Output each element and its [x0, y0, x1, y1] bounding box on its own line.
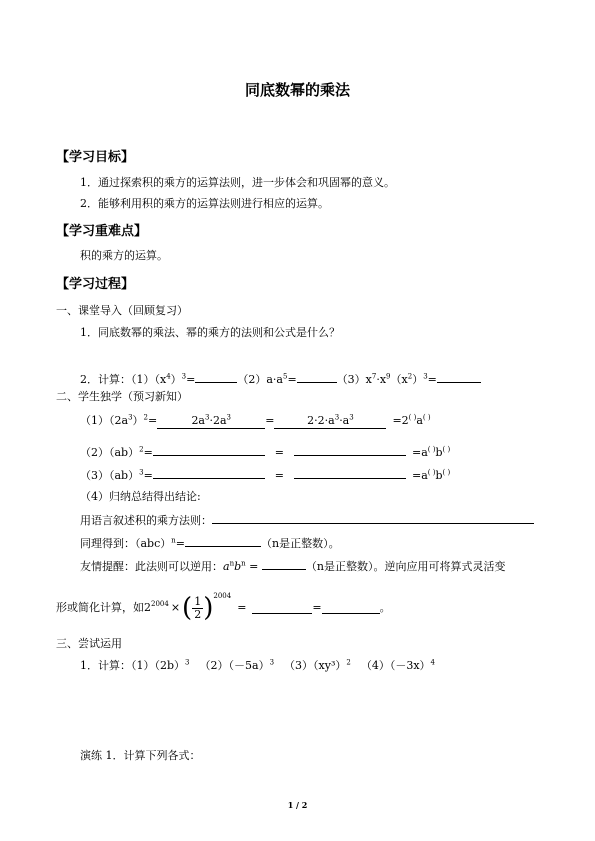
- tip-eq: =: [245, 560, 262, 573]
- q2-eq3: =: [427, 373, 437, 386]
- r1-fill2-sup2: 3: [349, 413, 354, 422]
- p3-q1-1: 1．计算：（1）（2b）: [80, 659, 186, 672]
- q2-x9: ·x: [376, 373, 387, 386]
- part2-step-4: （4）归纳总结得出结论:: [80, 490, 201, 503]
- p3-e1: 3: [185, 658, 190, 667]
- objective-item-2: 2．能够利用积的乘方的运算法则进行相应的运算。: [80, 197, 329, 210]
- half-fraction: [192, 596, 203, 621]
- r2-label: （2）（ab）: [80, 446, 140, 459]
- tip-line: [80, 558, 505, 574]
- r1-fill2-a: 2·2·a: [307, 414, 335, 427]
- rule-statement: [80, 512, 534, 528]
- r3-eq1: =: [143, 469, 153, 482]
- r3-b: b: [435, 469, 443, 482]
- r2-eq1: =: [143, 446, 153, 459]
- q2-eq1: =: [186, 373, 196, 386]
- r2-blank-1[interactable]: [153, 444, 265, 456]
- r2-b-sup: ( ): [442, 445, 451, 454]
- frac-num: 1: [194, 594, 202, 608]
- q2-exp2: 2: [407, 372, 413, 381]
- r1-a: a: [416, 414, 423, 427]
- r2-b: b: [435, 446, 443, 459]
- r1-fill2-sup: 3: [334, 413, 340, 422]
- r1-fill1-a: 2a: [191, 414, 205, 427]
- simp-eq2: =: [312, 601, 322, 614]
- right-paren: ): [203, 593, 214, 623]
- frac-den: 2: [194, 607, 202, 621]
- objective-item-1: 1．通过探索积的乘方的运算法则，进一步体会和巩固幂的意义。: [80, 176, 395, 189]
- r2-eq2: =: [274, 446, 285, 459]
- q2-x2: （x: [390, 373, 408, 386]
- p3-q1-2: （2）（－5a）: [199, 659, 270, 672]
- tip-blank[interactable]: [262, 558, 306, 570]
- part3-question-1: [80, 659, 435, 673]
- p3-q1-3: （3）（xy³）: [284, 659, 347, 672]
- simp-eq1: =: [237, 601, 247, 614]
- r3-blank-1[interactable]: [153, 467, 265, 479]
- tip-a: a: [223, 560, 230, 573]
- q2-part3: （3）x: [336, 373, 372, 386]
- r1-fill1-b: ·2a: [209, 414, 227, 427]
- r1-fill2-b: ·a: [339, 414, 350, 427]
- q2-exp5: 5: [282, 372, 288, 381]
- times-sign: ×: [170, 601, 181, 614]
- tip-b: b: [234, 560, 242, 573]
- q2-exp4: 4: [166, 372, 171, 381]
- r3-b-sup: ( ): [442, 468, 451, 477]
- r2-sup: 2: [139, 445, 144, 454]
- r3-eq2: =: [274, 469, 285, 482]
- simplify-line: 形或简化计算，如2 $^{2004}$ × ( $\frac{1}{2}$ ) $^{2004}$ = = 。: [56, 592, 391, 623]
- r1-sup3: 3: [128, 413, 133, 422]
- part1-question-1: 1．同底数幂的乘法、幂的乘方的法则和公式是什么？: [80, 326, 340, 339]
- page-number: 1 / 2: [287, 800, 308, 810]
- r1-eq2: =: [265, 414, 275, 427]
- key-points-text: 积的乘方的运算。: [80, 249, 168, 262]
- same-note: （n是正整数）。: [261, 537, 340, 550]
- q2-part2: （2）a·a: [237, 373, 283, 386]
- r1-end-sup: ( ): [408, 413, 417, 422]
- r3-label: （3）（ab）: [80, 469, 140, 482]
- simp-period: 。: [379, 601, 391, 614]
- same-eq: =: [175, 537, 185, 550]
- key-points-heading: 【学习重难点】: [56, 224, 148, 239]
- rule-label: 用语言叙述积的乘方法则：: [80, 514, 212, 527]
- r1-a-sup: ( ): [422, 413, 431, 422]
- simp-blank-2[interactable]: [322, 602, 380, 614]
- rule-blank[interactable]: [212, 512, 534, 524]
- q2-eq2: =: [287, 373, 297, 386]
- tip-label: 友情提醒：此法则可以逆用：: [80, 560, 223, 573]
- q2-exp3b: 3: [423, 372, 428, 381]
- q2-close: ）: [170, 373, 182, 386]
- part2-row-2: [80, 444, 450, 460]
- simp-label: 形或简化计算，如2: [56, 601, 151, 614]
- p3-e4: 4: [430, 658, 436, 667]
- part2-row-1: [80, 414, 431, 429]
- r1-close: ）: [132, 414, 144, 427]
- q2-exp3: 3: [181, 372, 187, 381]
- q2-blank-3[interactable]: [437, 371, 481, 383]
- r1-fill-2[interactable]: [274, 414, 386, 429]
- tip-n2: n: [241, 559, 246, 568]
- left-paren: (: [182, 593, 193, 623]
- r3-blank-2[interactable]: [294, 467, 406, 479]
- same-label: 同理得到：（abc）: [80, 537, 172, 550]
- p3-q1-4: （4）（－3x）: [360, 659, 431, 672]
- objectives-heading: 【学习目标】: [56, 150, 135, 165]
- r1-label: （1）（2a: [80, 414, 129, 427]
- r1-fill-1[interactable]: [157, 414, 265, 429]
- part2-row-3: [80, 467, 450, 483]
- q2-blank-1[interactable]: [195, 371, 237, 383]
- tip-rest: （n是正整数）。逆向应用可将算式灵活变: [305, 560, 506, 573]
- r1-end: =2: [392, 414, 409, 427]
- r1-fill1-sup: 3: [205, 413, 210, 422]
- r2-end-a: =a: [412, 446, 428, 459]
- r1-eq1: =: [148, 414, 158, 427]
- part2-title: 二、学生独学（预习新知）: [56, 390, 188, 403]
- drill-1: 演练 1．计算下列各式：: [80, 749, 201, 762]
- p3-e3: 2: [346, 658, 351, 667]
- simp-blank-1[interactable]: [252, 602, 312, 614]
- q2-prefix: 2．计算：（1）（x: [80, 373, 167, 386]
- r1-sup2: 2: [143, 413, 148, 422]
- same-blank[interactable]: [185, 535, 261, 547]
- r2-a-sup: ( ): [427, 445, 436, 454]
- q2-blank-2[interactable]: [297, 371, 337, 383]
- q2-exp9: 9: [386, 372, 391, 381]
- part1-question-2: [80, 371, 481, 387]
- same-rule: [80, 535, 340, 551]
- tip-n1: n: [229, 559, 235, 568]
- same-sup: n: [171, 536, 176, 545]
- part3-title: 三、尝试运用: [56, 637, 122, 650]
- r1-fill1-sup2: 3: [226, 413, 231, 422]
- part1-title: 一、课堂导入（回顾复习）: [56, 304, 188, 317]
- process-heading: 【学习过程】: [56, 277, 135, 292]
- r3-sup: 3: [139, 468, 144, 477]
- q2-end: ）: [412, 373, 424, 386]
- p3-e2: 3: [269, 658, 275, 667]
- r3-end-a: =a: [412, 469, 428, 482]
- r3-a-sup: ( ): [427, 468, 436, 477]
- r2-blank-2[interactable]: [294, 444, 406, 456]
- page-title: 同底数幂的乘法: [244, 81, 350, 99]
- q2-exp7: 7: [371, 372, 377, 381]
